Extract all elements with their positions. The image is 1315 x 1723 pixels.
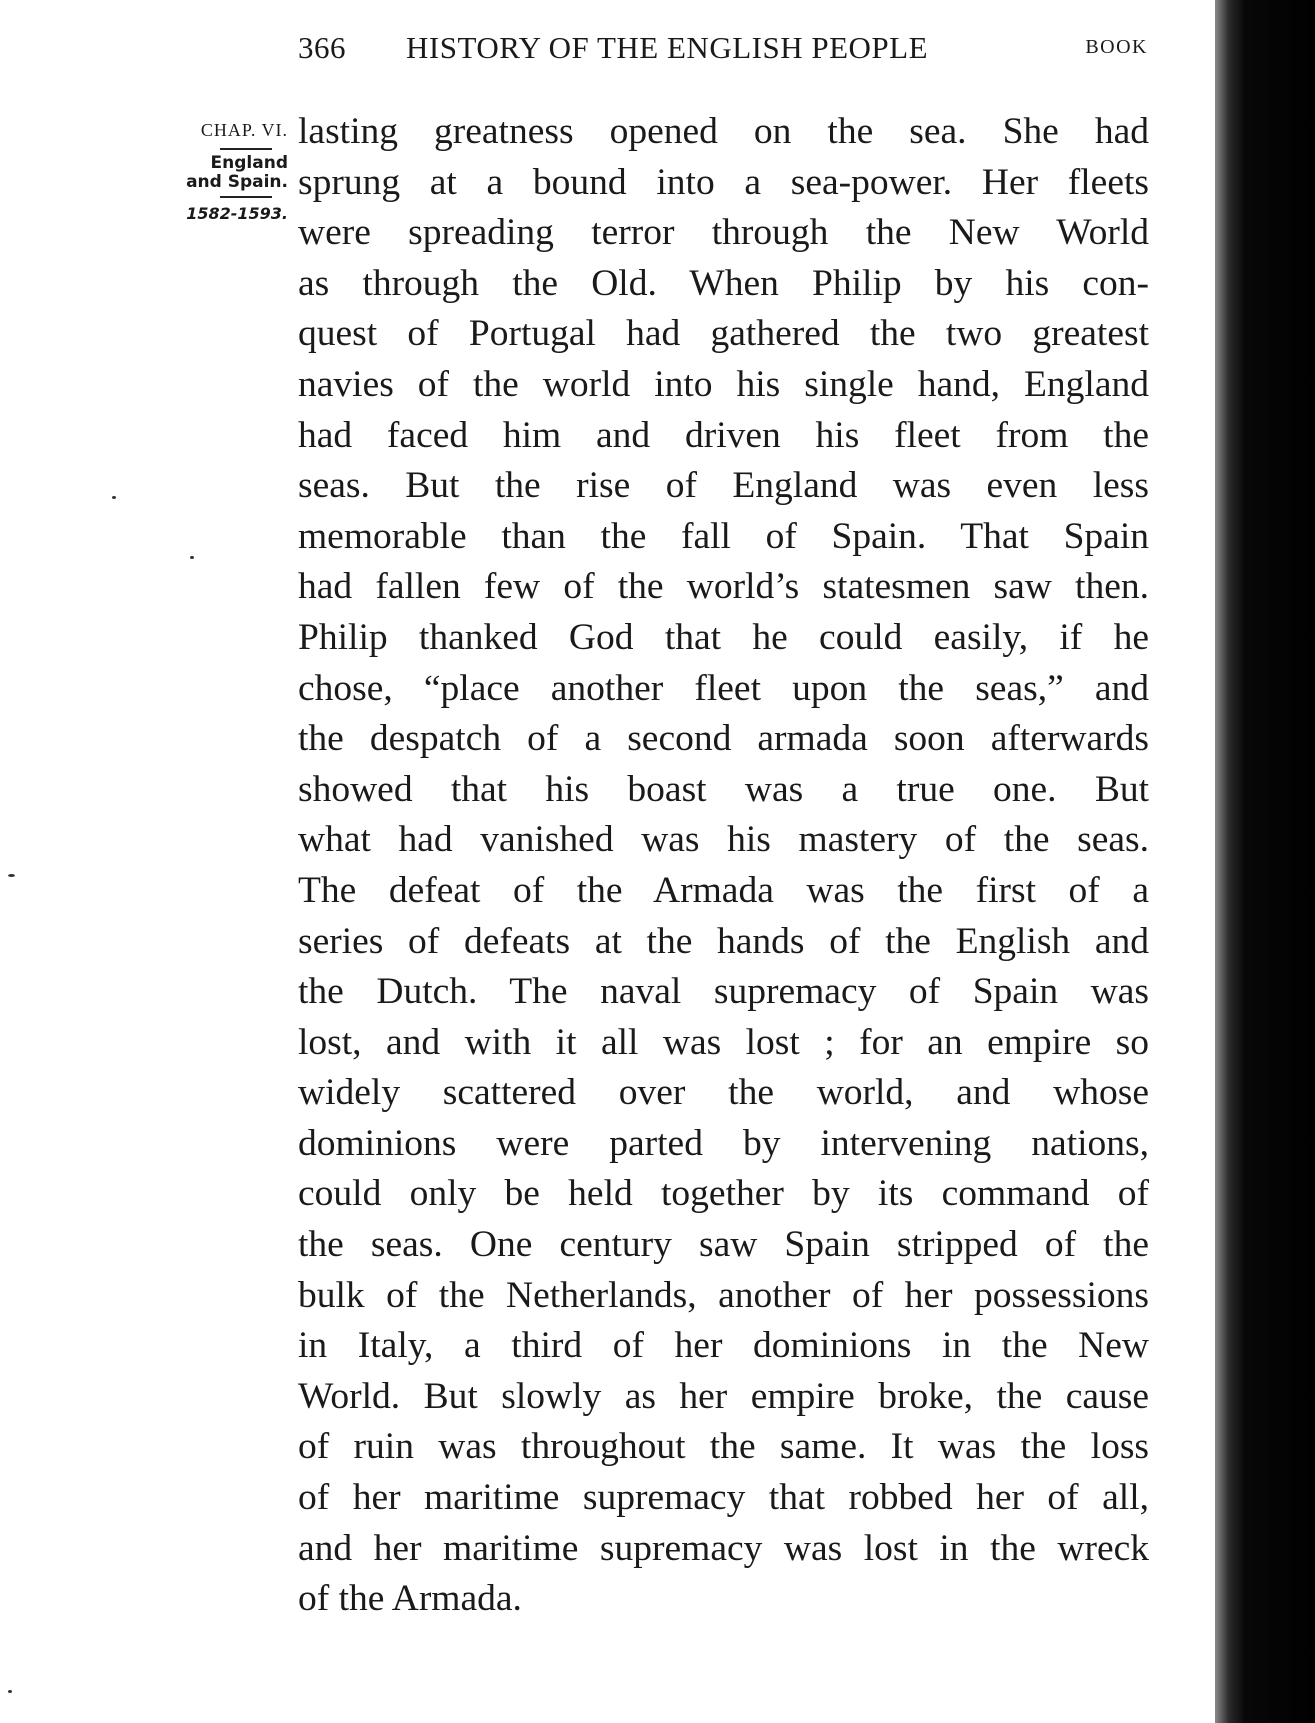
scan-edge	[1215, 0, 1315, 1723]
scan-speck	[8, 1690, 12, 1693]
body-line: of the Armada.	[298, 1578, 522, 1620]
body-line: as through the Old. When Philip by his con-	[298, 262, 1149, 304]
page-number: 366	[298, 30, 346, 65]
scan-speck	[8, 874, 15, 877]
body-line: were spreading terror through the New World	[298, 212, 1149, 254]
body-line: lasting greatness opened on the sea. She had	[298, 111, 1149, 152]
body-line: the seas. One century saw Spain stripped of the	[298, 1224, 1149, 1266]
body-text	[298, 107, 1149, 1625]
running-title: HISTORY OF THE ENGLISH PEOPLE	[406, 30, 929, 65]
body-line: could only be held together by its command of	[298, 1173, 1149, 1215]
body-line: dominions were parted by intervening nations,	[298, 1122, 1149, 1164]
body-line: seas. But the rise of England was even less	[298, 465, 1149, 507]
body-line: what had vanished was his mastery of the seas.	[298, 819, 1149, 861]
running-book-label: BOOK	[1085, 36, 1148, 58]
body-line: The defeat of the Armada was the first of a	[298, 869, 1149, 911]
body-line: widely scattered over the world, and whose	[298, 1072, 1149, 1114]
body-line: of her maritime supremacy that robbed her of all,	[298, 1477, 1149, 1519]
chapter-label: CHAP. VI.	[200, 120, 288, 140]
scan-speck	[190, 556, 194, 559]
body-line: the Dutch. The naval supremacy of Spain was	[298, 971, 1149, 1013]
body-line: the despatch of a second armada soon afterwards	[298, 718, 1149, 760]
body-line: in Italy, a third of her dominions in the New	[298, 1325, 1149, 1367]
body-line: showed that his boast was a true one. But	[298, 768, 1149, 810]
running-head	[298, 30, 1148, 74]
body-line: navies of the world into his single hand, England	[298, 363, 1149, 405]
body-line: Philip thanked God that he could easily, if he	[298, 616, 1149, 658]
body-line: quest of Portugal had gathered the two greatest	[298, 313, 1149, 355]
side-dates: 1582-1593.	[186, 204, 288, 223]
body-line: memorable than the fall of Spain. That Spain	[298, 515, 1149, 557]
body-line: lost, and with it all was lost ; for an empire so	[298, 1021, 1149, 1063]
body-line: of ruin was throughout the same. It was the loss	[298, 1426, 1149, 1468]
side-rule	[220, 196, 272, 198]
body-line: World. But slowly as her empire broke, the cause	[298, 1375, 1149, 1417]
body-line: sprung at a bound into a sea-power. Her fleets	[298, 161, 1149, 203]
body-line: and her maritime supremacy was lost in the wreck	[298, 1527, 1149, 1569]
side-rule	[220, 148, 272, 150]
side-subject-line2: and Spain.	[186, 172, 288, 192]
side-subject-line1: England	[210, 153, 288, 173]
body-line: bulk of the Netherlands, another of her possessions	[298, 1274, 1149, 1316]
body-line: chose, “place another fleet upon the seas,” and	[298, 667, 1149, 709]
scan-speck	[112, 496, 116, 499]
side-notes	[128, 116, 288, 226]
body-line: had fallen few of the world’s statesmen saw then.	[298, 566, 1149, 608]
body-line: had faced him and driven his fleet from the	[298, 414, 1149, 456]
body-line: series of defeats at the hands of the English and	[298, 920, 1149, 962]
